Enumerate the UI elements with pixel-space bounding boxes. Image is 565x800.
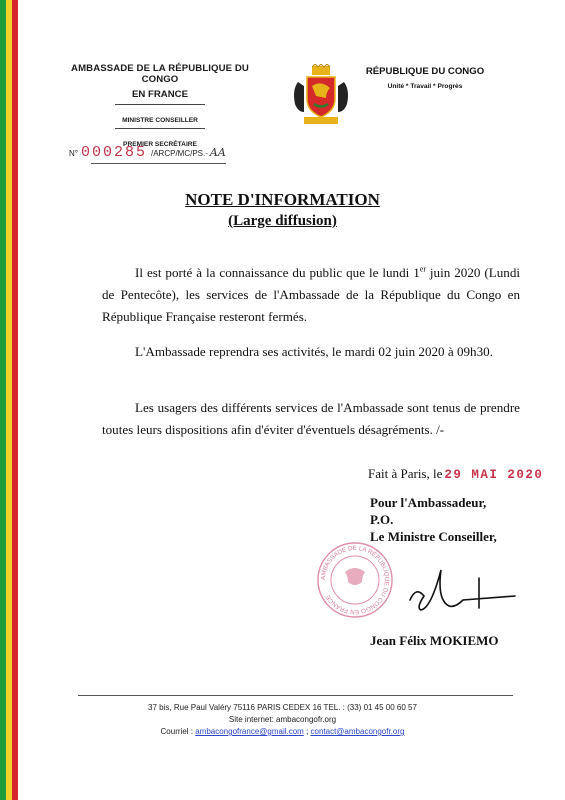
body-paragraph-closure: Il est porté à la connaissance du public que le lundi 1er juin 2020 (Lundi de Pentecôte), les services de l'Ambassade de la République du Congo en République Française resteront fermés.: [102, 264, 520, 324]
signature-block: [370, 494, 497, 545]
header-divider: [115, 128, 205, 129]
website-link[interactable]: ambacongofr.org: [276, 715, 337, 724]
signature-line-ambassador: Pour l'Ambassadeur,: [370, 495, 487, 510]
signature-line-po: P.O.: [370, 512, 394, 527]
embassy-header: [55, 63, 265, 148]
place-date: [368, 466, 543, 482]
body-paragraph-reopening: L'Ambassade reprendra ses activités, le mardi 02 juin 2020 à 09h30.: [135, 344, 493, 359]
seal-text: AMBASSADE DE LA RÉPUBLIQUE DU CONGO EN FRANCE: [319, 544, 391, 616]
office-secretary: PREMIER SECRÉTAIRE: [123, 141, 197, 148]
handwritten-signature: [402, 566, 522, 622]
reference-number-stamp: 000285: [80, 144, 147, 161]
official-seal-stamp: [315, 540, 395, 620]
footer-website-line: Site internet: ambacongofr.org: [228, 715, 337, 724]
flag-stripe-red: [12, 0, 18, 800]
header-divider: [115, 104, 205, 105]
footer: [0, 702, 565, 738]
signature-line-title: Le Ministre Conseiller,: [370, 529, 497, 544]
document-subtitle: (Large diffusion): [228, 213, 337, 229]
country-header: [355, 66, 495, 90]
footer-mail-line: Courriel : ambacongofrance@gmail.com ; contact@ambacongofr.org: [160, 727, 405, 736]
country-motto: Unité * Travail * Progrès: [387, 83, 463, 90]
date-stamp: 29 MAI 2020: [444, 468, 544, 482]
reference-underline: [91, 163, 226, 164]
coat-of-arms-icon: [292, 64, 350, 128]
embassy-name: AMBASSADE DE LA RÉPUBLIQUE DU CONGO: [71, 63, 249, 85]
embassy-country: EN FRANCE: [132, 89, 188, 100]
country-name: RÉPUBLIQUE DU CONGO: [365, 66, 485, 77]
document-title: NOTE D'INFORMATION: [185, 190, 380, 209]
reference-line: [69, 144, 226, 161]
reference-prefix: N°: [69, 149, 78, 158]
reference-suffix: /ARCP/MC/PS.-: [151, 149, 208, 158]
email-link-2[interactable]: contact@ambacongofr.org: [310, 727, 405, 736]
body-paragraph-advice: Les usagers des différents services de l'Ambassade sont tenus de prendre toutes leurs dispositions afin d'éviter d'éventuels désagréments. /-: [102, 400, 520, 437]
place-date-prefix: Fait à Paris, le: [368, 466, 443, 481]
footer-address: 37 bis, Rue Paul Valéry 75116 PARIS CEDEX 16 TEL. : (33) 01 45 00 60 57: [148, 703, 417, 712]
office-minister: MINISTRE CONSEILLER: [122, 117, 198, 124]
footer-divider: [78, 695, 513, 696]
signer-name: Jean Félix MOKIEMO: [370, 633, 499, 648]
reference-initials: AA: [209, 146, 226, 159]
email-link-1[interactable]: ambacongofrance@gmail.com: [195, 727, 304, 736]
